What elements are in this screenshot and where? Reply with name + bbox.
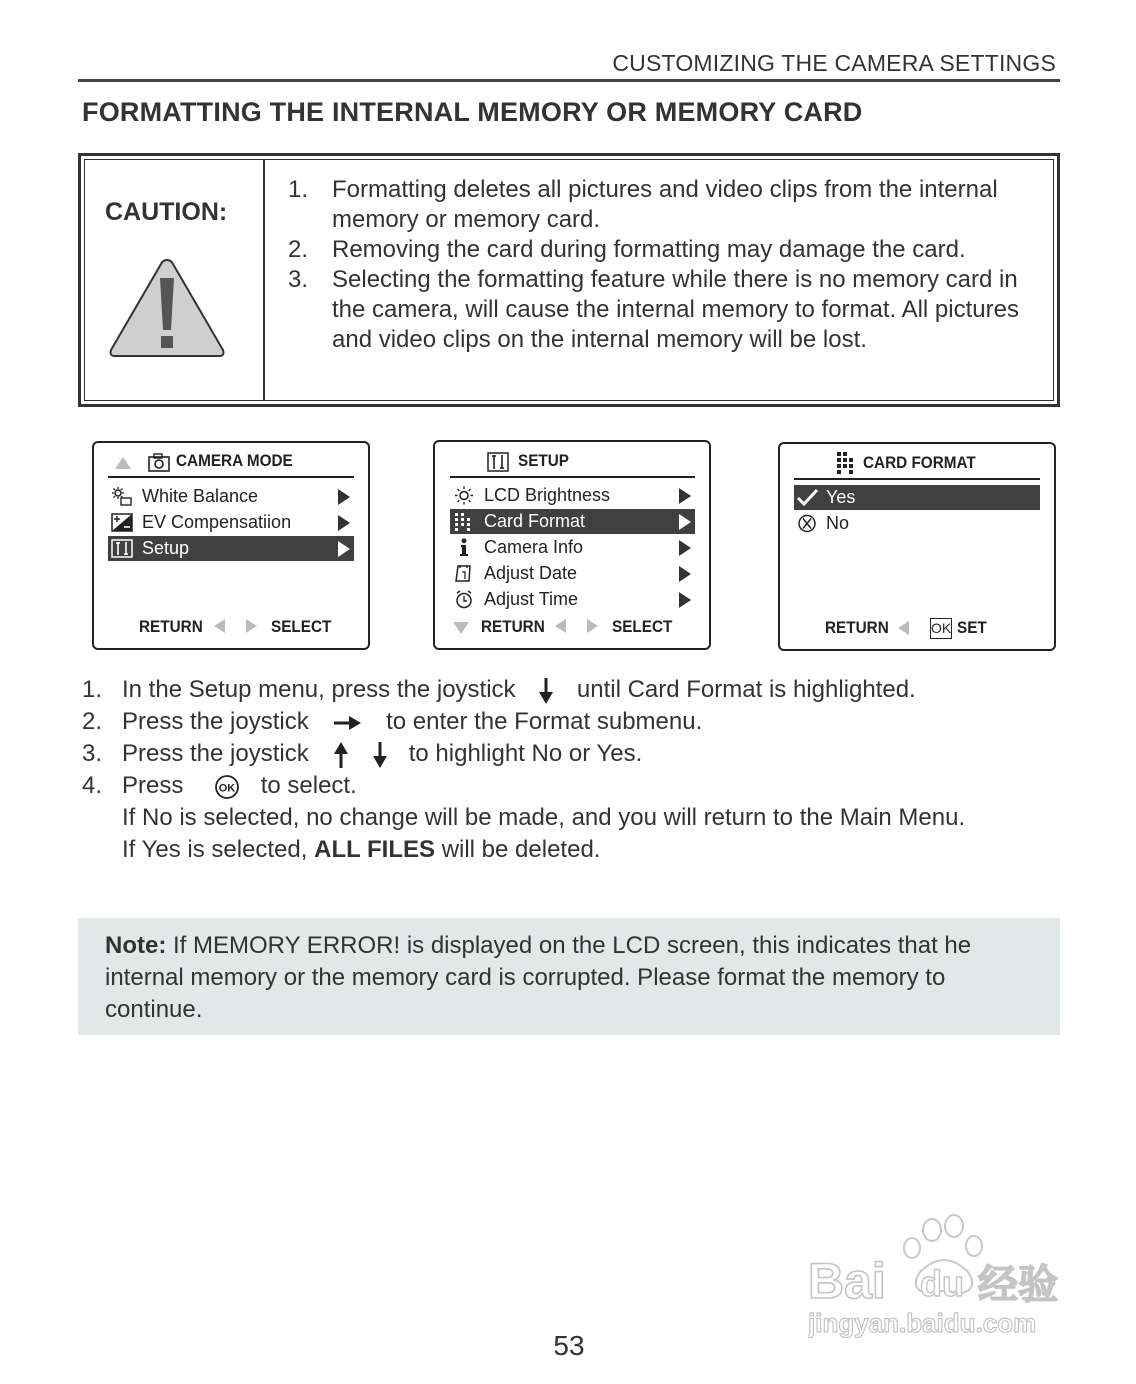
menu-item-white-balance[interactable] xyxy=(108,484,354,509)
caution-item-text: Formatting deletes all pictures and video clips from the internal memory or memory card. xyxy=(332,176,998,233)
watermark-brand: Bai xyxy=(808,1253,886,1309)
ok-button-icon xyxy=(214,774,240,800)
setup-screen xyxy=(433,440,711,650)
screen-title: SETUP xyxy=(518,451,570,470)
step-text: to select. xyxy=(260,772,357,799)
white-balance-icon xyxy=(111,487,133,506)
setup-icon xyxy=(111,539,133,558)
caution-item-number: 2. xyxy=(288,236,309,263)
menu-item-setup[interactable] xyxy=(108,536,354,561)
step-detail-text: will be deleted. xyxy=(441,836,601,863)
step-text: Press xyxy=(122,772,184,799)
note-label: Note: xyxy=(105,932,167,959)
section-title: FORMATTING THE INTERNAL MEMORY OR MEMORY CARD xyxy=(82,97,863,127)
ev-compensation-icon xyxy=(111,513,133,532)
step-item xyxy=(82,770,1062,802)
arrow-right-icon xyxy=(587,619,598,633)
screen-title: CARD FORMAT xyxy=(863,453,976,472)
baidu-watermark xyxy=(808,1214,1070,1342)
menu-item-label: Setup xyxy=(142,538,190,558)
step-number: 4. xyxy=(82,772,103,799)
chevron-right-icon xyxy=(338,541,350,557)
caution-item xyxy=(288,265,1048,355)
arrow-right-icon xyxy=(246,619,257,633)
caution-item-number: 1. xyxy=(288,176,309,203)
title-rule xyxy=(450,476,695,478)
page-number: 53 xyxy=(553,1330,585,1361)
step-detail-no: If No is selected, no change will be made, and you will return to the Main Menu. xyxy=(122,804,966,831)
card-format-screen xyxy=(778,442,1056,651)
arrow-left-icon xyxy=(898,621,909,635)
step-item xyxy=(82,738,1062,770)
menu-item-label: White Balance xyxy=(142,486,259,506)
option-yes[interactable] xyxy=(794,485,1040,510)
return-label[interactable]: RETURN xyxy=(139,617,203,636)
menu-item-card-format[interactable] xyxy=(450,509,695,534)
select-label[interactable]: SELECT xyxy=(612,617,673,636)
caution-label: CAUTION: xyxy=(105,198,228,226)
step-number: 3. xyxy=(82,740,103,767)
scroll-down-icon xyxy=(453,622,469,634)
step-detail-text: If Yes is selected, xyxy=(122,836,308,863)
step-text: to enter the Format submenu. xyxy=(386,708,703,735)
step-number: 2. xyxy=(82,708,103,735)
watermark-brand-cn: 经验 xyxy=(978,1262,1058,1308)
menu-item-camera-info[interactable] xyxy=(450,535,695,560)
menu-item-adjust-time[interactable] xyxy=(450,587,695,612)
arrow-right-icon xyxy=(333,715,363,731)
caution-item-number: 3. xyxy=(288,266,309,293)
running-header: CUSTOMIZING THE CAMERA SETTINGS xyxy=(612,50,1056,76)
caution-item-text: Removing the card during formatting may damage the card. xyxy=(332,236,966,263)
warning-triangle-icon xyxy=(107,256,227,362)
card-format-icon xyxy=(453,512,475,531)
caution-item-text: Selecting the formatting feature while there is no memory card in the camera, will cause the internal memory to format. All pictures and video clips on the internal memory will be lost. xyxy=(332,266,1019,353)
menu-item-adjust-date[interactable] xyxy=(450,561,695,586)
menu-item-label: Adjust Date xyxy=(484,563,578,583)
return-label[interactable]: RETURN xyxy=(481,617,545,636)
chevron-right-icon xyxy=(338,515,350,531)
calendar-icon xyxy=(453,564,475,583)
clock-icon xyxy=(453,590,475,609)
step-item xyxy=(82,706,1062,738)
cancel-icon xyxy=(797,514,819,533)
option-label: Yes xyxy=(826,487,856,507)
arrow-up-icon xyxy=(333,740,349,770)
note-body: If MEMORY ERROR! is displayed on the LCD screen, this indicates that he internal memory or the memory card is corrupted. Please format the memory to continue. xyxy=(105,932,972,1023)
info-icon xyxy=(453,538,475,557)
option-no[interactable] xyxy=(794,511,1040,536)
steps-list xyxy=(82,674,1062,866)
menu-item-label: Camera Info xyxy=(484,537,584,557)
chevron-right-icon xyxy=(679,566,691,582)
menu-item-label: LCD Brightness xyxy=(484,485,611,505)
menu-item-ev-compensation[interactable] xyxy=(108,510,354,535)
caution-box xyxy=(78,153,1060,407)
step-item xyxy=(82,674,1062,706)
arrow-down-icon xyxy=(372,740,388,770)
title-rule xyxy=(108,476,354,478)
emphasis-text: ALL FILES xyxy=(314,836,436,863)
menu-item-label: Card Format xyxy=(484,511,586,531)
chevron-right-icon xyxy=(679,488,691,504)
arrow-down-icon xyxy=(538,676,554,706)
caution-item xyxy=(288,175,1048,235)
return-label[interactable]: RETURN xyxy=(825,618,889,637)
brightness-icon xyxy=(453,486,475,505)
chevron-right-icon xyxy=(679,540,691,556)
caution-item xyxy=(288,235,1048,265)
title-rule xyxy=(794,478,1040,480)
step-number: 1. xyxy=(82,676,103,703)
set-label[interactable]: SET xyxy=(957,618,987,637)
card-format-icon xyxy=(834,452,856,474)
arrow-left-icon xyxy=(214,619,225,633)
step-text: to highlight No or Yes. xyxy=(408,740,643,767)
caution-divider xyxy=(263,160,265,400)
setup-icon xyxy=(487,452,509,472)
step-text: Press the joystick xyxy=(122,740,309,767)
watermark-brand-du: du xyxy=(920,1263,964,1304)
watermark-url: jingyan.baidu.com xyxy=(808,1308,1037,1338)
arrow-left-icon xyxy=(555,619,566,633)
camera-icon xyxy=(148,453,170,472)
screen-title: CAMERA MODE xyxy=(176,451,293,470)
caution-list xyxy=(288,175,1048,355)
step-text: In the Setup menu, press the joystick xyxy=(122,676,516,703)
step-text: until Card Format is highlighted. xyxy=(576,676,916,703)
check-icon xyxy=(797,488,819,507)
menu-item-lcd-brightness[interactable] xyxy=(450,483,695,508)
menu-item-label: Adjust Time xyxy=(484,589,579,609)
note-box xyxy=(78,918,1060,1035)
chevron-right-icon xyxy=(679,592,691,608)
camera-mode-screen xyxy=(92,441,370,650)
ok-key-icon: OK xyxy=(930,618,952,639)
menu-item-label: EV Compensatiion xyxy=(142,512,292,532)
scroll-up-icon xyxy=(115,457,131,469)
select-label[interactable]: SELECT xyxy=(271,617,332,636)
chevron-right-icon xyxy=(679,514,691,530)
chevron-right-icon xyxy=(338,489,350,505)
ok-button-text: OK xyxy=(218,782,236,795)
step-text: Press the joystick xyxy=(122,708,309,735)
option-label: No xyxy=(826,513,850,533)
header-rule xyxy=(78,79,1060,82)
note-text xyxy=(105,930,1040,1026)
step-detail-yes xyxy=(82,834,1062,866)
